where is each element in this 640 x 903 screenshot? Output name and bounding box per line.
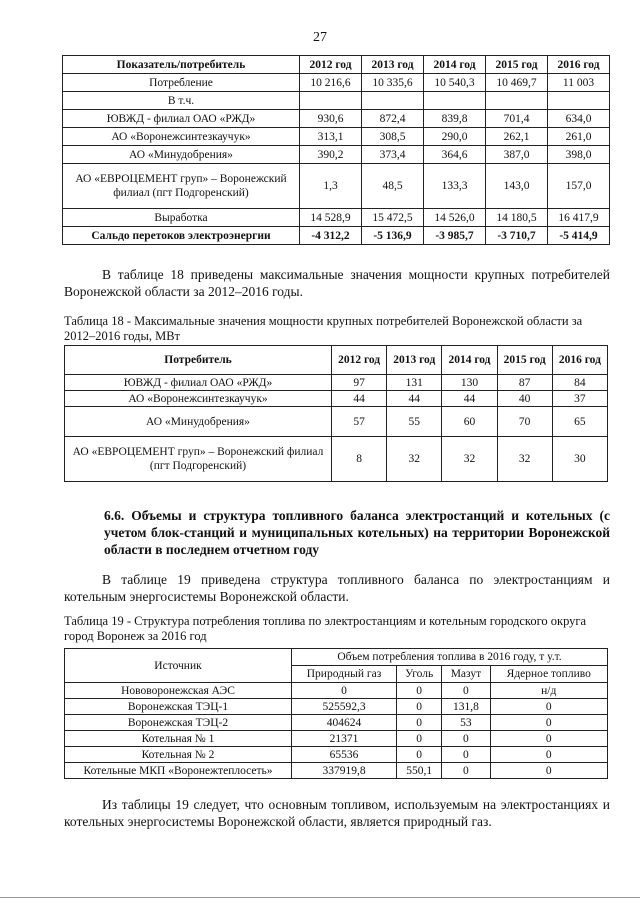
header-cell: 2016 год — [552, 346, 607, 375]
table-cell — [300, 92, 362, 110]
table-cell: 44 — [332, 391, 387, 407]
table-cell: 21371 — [292, 731, 397, 747]
table-cell: 398,0 — [548, 146, 610, 164]
header-cell: 2015 год — [497, 346, 552, 375]
paragraph-intro-table-18: В таблице 18 приведены максимальные значения мощности крупных потребителей Воронежской области за 2012–2016 годы. — [64, 267, 610, 299]
table-cell: 130 — [442, 375, 497, 391]
table-cell: 15 472,5 — [362, 209, 424, 227]
table-cell: 143,0 — [486, 164, 548, 209]
table-cell: 701,4 — [486, 110, 548, 128]
table-cell: 390,2 — [300, 146, 362, 164]
table-cell — [486, 92, 548, 110]
table-cell: 0 — [490, 747, 608, 763]
header-cell: 2014 год — [424, 56, 486, 74]
table-cell: 11 003 — [548, 74, 610, 92]
table-cell: Нововоронежская АЭС — [65, 683, 292, 699]
table-cell: 0 — [292, 683, 397, 699]
table-cell: 84 — [552, 375, 607, 391]
header-cell: 2014 год — [442, 346, 497, 375]
table-cell: 0 — [442, 683, 490, 699]
header-cell: Уголь — [397, 666, 442, 683]
table-cell: 16 417,9 — [548, 209, 610, 227]
table-cell: Выработка — [63, 209, 300, 227]
table-cell: 373,4 — [362, 146, 424, 164]
header-cell: 2013 год — [362, 56, 424, 74]
table-cell: 10 540,3 — [424, 74, 486, 92]
table-row — [65, 407, 608, 437]
table-cell: ЮВЖД - филиал ОАО «РЖД» — [63, 110, 300, 128]
table-cell: -4 312,2 — [300, 227, 362, 245]
table-cell: 8 — [332, 437, 387, 482]
table-row — [63, 128, 610, 146]
section-heading: 6.6. Объемы и структура топливного баланса электростанций и котельных (с учетом блок-станций и муниципальных котельных) на территории Воронежской области в последнем отчетном году — [104, 508, 610, 557]
table-row — [63, 164, 610, 209]
table-header-row — [65, 649, 608, 666]
table-cell: -5 414,9 — [548, 227, 610, 245]
table-cell: 131 — [387, 375, 442, 391]
table-cell: 0 — [490, 715, 608, 731]
table-cell: 40 — [497, 391, 552, 407]
table-cell: 550,1 — [397, 763, 442, 779]
table-row — [65, 731, 608, 747]
table-cell: 32 — [497, 437, 552, 482]
table-cell: 0 — [442, 731, 490, 747]
paragraph-conclusion: Из таблицы 19 следует, что основным топливом, используемым на электростанциях и котельных энергосистемы Воронежской области, является природный газ. — [64, 797, 610, 829]
table-row — [63, 110, 610, 128]
table-cell: Котельная № 1 — [65, 731, 292, 747]
table-cell: АО «ЕВРОЦЕМЕНТ груп» – Воронежский филиал (пгт Подгоренский) — [65, 437, 332, 482]
table-cell: 0 — [442, 747, 490, 763]
table-cell: 0 — [397, 699, 442, 715]
header-cell: 2016 год — [548, 56, 610, 74]
table-cell: Потребление — [63, 74, 300, 92]
table-cell: -3 710,7 — [486, 227, 548, 245]
table-row — [65, 747, 608, 763]
table-cell: В т.ч. — [63, 92, 300, 110]
table-cell: АО «Минудобрения» — [63, 146, 300, 164]
table-cell: 308,5 — [362, 128, 424, 146]
header-cell: 2012 год — [300, 56, 362, 74]
table-17 — [62, 55, 610, 245]
caption-table-18: Таблица 18 - Максимальные значения мощности крупных потребителей Воронежской области за 2012–2016 годы, МВт — [64, 314, 583, 343]
table-cell — [548, 92, 610, 110]
table-cell: АО «Воронежсинтезкаучук» — [63, 128, 300, 146]
header-cell: Ядерное топливо — [490, 666, 608, 683]
page-bottom-edge — [0, 897, 640, 898]
table-row — [63, 209, 610, 227]
table-cell: 65536 — [292, 747, 397, 763]
table-cell: 10 335,6 — [362, 74, 424, 92]
table-cell: 0 — [490, 763, 608, 779]
table-cell: Котельные МКП «Воронежтеплосеть» — [65, 763, 292, 779]
table-cell: 0 — [397, 683, 442, 699]
table-cell: ЮВЖД - филиал ОАО «РЖД» — [65, 375, 332, 391]
table-cell: 37 — [552, 391, 607, 407]
table-cell: Воронежская ТЭЦ-2 — [65, 715, 292, 731]
table-cell: 48,5 — [362, 164, 424, 209]
paragraph-intro-table-19: В таблице 19 приведена структура топливного баланса по электростанциям и котельным энергосистемы Воронежской области. — [64, 572, 610, 604]
table-cell: 404624 — [292, 715, 397, 731]
table-cell: 97 — [332, 375, 387, 391]
table-cell: 10 216,6 — [300, 74, 362, 92]
page-number: 27 — [313, 30, 327, 45]
table-cell: Сальдо перетоков электроэнергии — [63, 227, 300, 245]
table-cell: 131,8 — [442, 699, 490, 715]
table-cell: 32 — [442, 437, 497, 482]
table-cell: Котельная № 2 — [65, 747, 292, 763]
table-cell: 387,0 — [486, 146, 548, 164]
table-cell: 70 — [497, 407, 552, 437]
table-cell: 839,8 — [424, 110, 486, 128]
table-cell: 0 — [397, 731, 442, 747]
table-cell: 0 — [490, 731, 608, 747]
table-cell: 44 — [387, 391, 442, 407]
table-cell: 14 528,9 — [300, 209, 362, 227]
table-row — [63, 74, 610, 92]
table-cell: 261,0 — [548, 128, 610, 146]
table-cell: 157,0 — [548, 164, 610, 209]
table-row — [63, 92, 610, 110]
table-cell: 65 — [552, 407, 607, 437]
table-cell: 525592,3 — [292, 699, 397, 715]
table-row — [65, 391, 608, 407]
table-cell: Воронежская ТЭЦ-1 — [65, 699, 292, 715]
table-cell: АО «ЕВРОЦЕМЕНТ груп» – Воронежский филиал (пгт Подгоренский) — [63, 164, 300, 209]
table-cell: 1,3 — [300, 164, 362, 209]
header-cell: Источник — [65, 649, 292, 683]
table-cell: 55 — [387, 407, 442, 437]
table-cell — [362, 92, 424, 110]
table-header-row — [65, 346, 608, 375]
table-cell: 53 — [442, 715, 490, 731]
table-cell: 44 — [442, 391, 497, 407]
table-row — [65, 699, 608, 715]
table-cell: 634,0 — [548, 110, 610, 128]
table-cell: 30 — [552, 437, 607, 482]
table-header-row — [63, 56, 610, 74]
table-cell: 0 — [397, 747, 442, 763]
table-cell: 364,6 — [424, 146, 486, 164]
table-cell: 133,3 — [424, 164, 486, 209]
table-cell: 14 180,5 — [486, 209, 548, 227]
table-cell: н/д — [490, 683, 608, 699]
table-cell: 14 526,0 — [424, 209, 486, 227]
table-cell: 872,4 — [362, 110, 424, 128]
table-cell: 0 — [397, 715, 442, 731]
table-cell: АО «Минудобрения» — [65, 407, 332, 437]
table-row — [65, 763, 608, 779]
table-cell — [424, 92, 486, 110]
table-cell: 0 — [490, 699, 608, 715]
table-cell: 262,1 — [486, 128, 548, 146]
table-row — [63, 146, 610, 164]
table-cell: 290,0 — [424, 128, 486, 146]
header-cell: 2013 год — [387, 346, 442, 375]
header-cell: 2015 год — [486, 56, 548, 74]
header-cell: Объем потребления топлива в 2016 году, т у.т. — [292, 649, 608, 666]
table-cell: -5 136,9 — [362, 227, 424, 245]
table-cell: 87 — [497, 375, 552, 391]
table-cell: АО «Воронежсинтезкаучук» — [65, 391, 332, 407]
table-row — [65, 375, 608, 391]
table-cell: 60 — [442, 407, 497, 437]
table-cell: 57 — [332, 407, 387, 437]
table-row — [65, 437, 608, 482]
table-cell: 10 469,7 — [486, 74, 548, 92]
header-cell: Природный газ — [292, 666, 397, 683]
table-19 — [64, 648, 608, 779]
table-row — [65, 683, 608, 699]
table-cell: 337919,8 — [292, 763, 397, 779]
table-row — [63, 227, 610, 245]
table-cell: 0 — [442, 763, 490, 779]
header-cell: Потребитель — [65, 346, 332, 375]
table-cell: 313,1 — [300, 128, 362, 146]
table-cell: 32 — [387, 437, 442, 482]
table-row — [65, 715, 608, 731]
header-cell: Мазут — [442, 666, 490, 683]
header-cell: 2012 год — [332, 346, 387, 375]
caption-table-19: Таблица 19 - Структура потребления топлива по электростанциям и котельным городского округа город Воронеж за 2016 год — [64, 614, 587, 643]
table-cell: 930,6 — [300, 110, 362, 128]
table-18 — [64, 345, 608, 482]
table-cell: -3 985,7 — [424, 227, 486, 245]
header-cell: Показатель/потребитель — [63, 56, 300, 74]
